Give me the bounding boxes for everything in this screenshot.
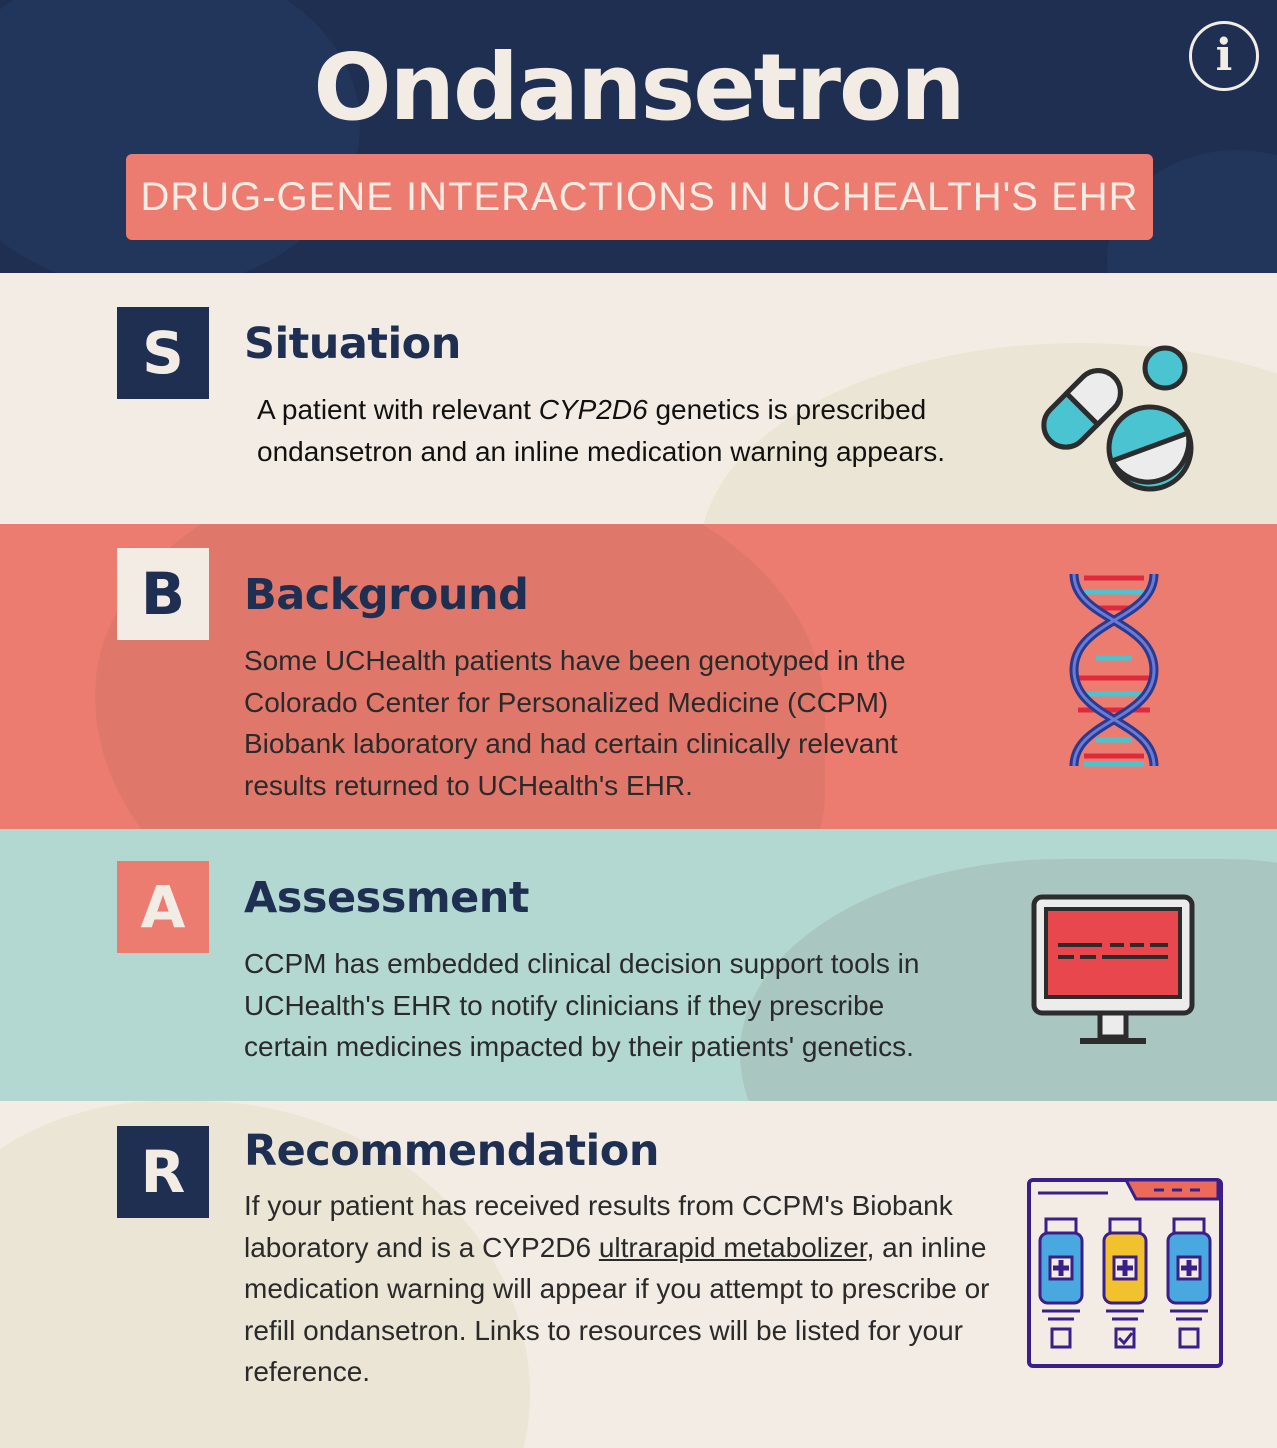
recommendation-heading: Recommendation (244, 1126, 659, 1176)
situation-text: A patient with relevant CYP2D6 genetics is prescribed ondansetron and an inline medication warning appears. (257, 394, 946, 467)
assessment-text: CCPM has embedded clinical decision support tools in UCHealth's EHR to notify clinicians if they prescribe certain medicines impacted by their patients' genetics. (244, 948, 920, 1062)
background-text: Some UCHealth patients have been genotyped in the Colorado Center for Personalized Medicine (CCPM) Biobank laboratory and had certain clinically relevant results returned to UCHealth's EHR. (244, 645, 906, 801)
info-icon[interactable]: i (1189, 21, 1259, 91)
assessment-letter-badge: A (117, 861, 209, 953)
assessment-section (0, 829, 1277, 1101)
situation-section (0, 273, 1277, 524)
background-heading: Background (244, 570, 529, 620)
situation-heading: Situation (244, 319, 461, 369)
background-letter-badge: B (117, 548, 209, 640)
situation-letter-badge: S (117, 307, 209, 399)
header (0, 0, 1277, 273)
page-title: Ondansetron (313, 34, 964, 141)
recommendation-section (0, 1101, 1277, 1448)
background-section (0, 524, 1277, 829)
subtitle-banner: DRUG-GENE INTERACTIONS IN UCHEALTH'S EHR (126, 154, 1153, 240)
recommendation-text: If your patient has received results from CCPM's Biobank laboratory and is a CYP2D6 ultrarapid metabolizer, an inline medication warning will appear if you attempt to prescribe or refill ondansetron. Links to resources will be listed for your reference. (244, 1190, 990, 1387)
gene-name: CYP2D6 (538, 394, 648, 425)
dna-icon (1066, 570, 1162, 770)
recommendation-letter-badge: R (117, 1126, 209, 1218)
ultrarapid-metabolizer-link[interactable]: ultrarapid metabolizer (598, 1231, 867, 1263)
medicine-selection-icon (1026, 1177, 1224, 1369)
assessment-heading: Assessment (244, 873, 529, 923)
monitor-icon (1030, 893, 1196, 1045)
pills-icon (1030, 341, 1200, 496)
